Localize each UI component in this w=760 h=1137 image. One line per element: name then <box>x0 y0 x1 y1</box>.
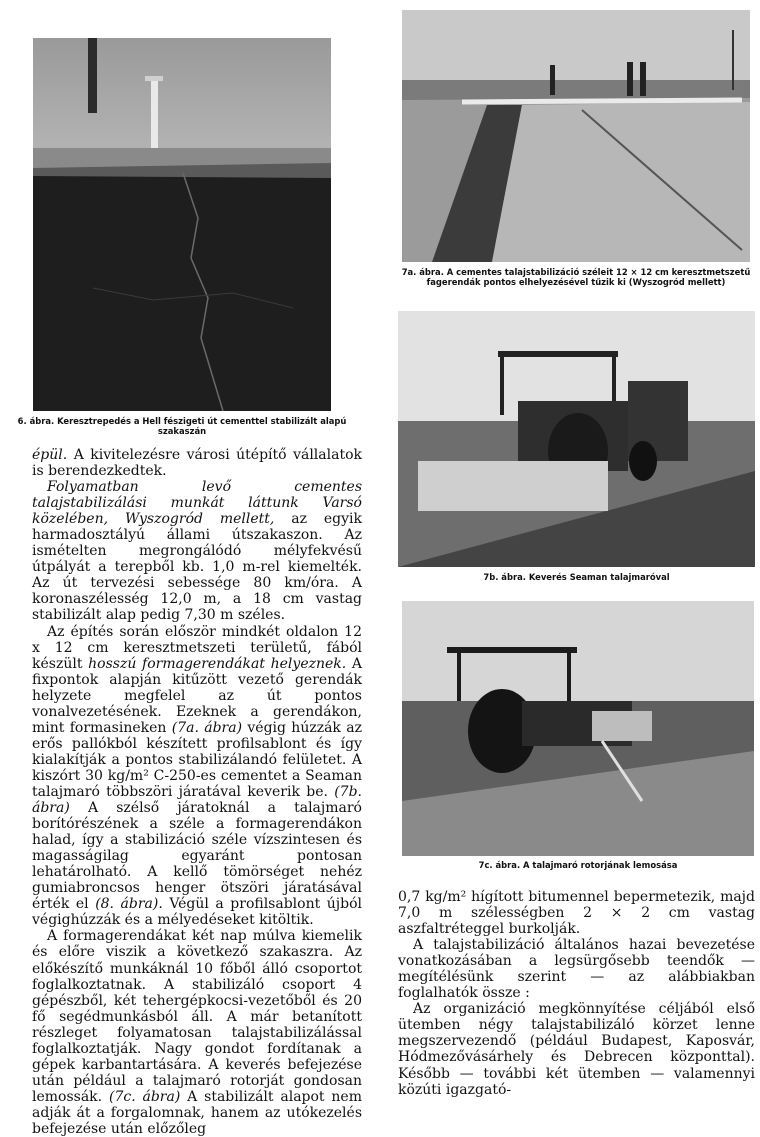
paragraph-3 <box>32 624 362 929</box>
figure-7b-caption: 7b. ábra. Keverés Seaman talajmaróval <box>483 572 670 582</box>
paragraph-2-text: az egyik harmadosztályú állami útszakaszon. Az ismételten megrongálódó mélyfekvésű útpályát a terepből kb. 1,0 m-rel kiemelték. Az út tervezési sebessége 80 km/óra. A koronaszélesség 12,0 m, a 18 cm vastag stabilizált alap pedig 7,30 m széles. <box>32 511 362 624</box>
paragraph-4-ref-7c: (7c. ábra) <box>108 1088 181 1105</box>
left-text-column <box>32 447 362 1137</box>
right-paragraph-1: 0,7 kg/m² hígított bitumennel bepermetezik, majd 7,0 m szélességben 2 × 2 cm vastag aszfaltréteggel burkolják. <box>398 889 755 938</box>
paragraph-4 <box>32 928 362 1137</box>
paragraph-3-text-g: A szélső járatoknál a talajmaró borítórészének a széle a formagerendákon halad, így a stabilizáció széle vízszintesen és magasságilag egyaránt pontosan lehatárolható. A kellő tömörséget nehéz gumiabroncsos henger ötszöri járatásával érték el <box>32 800 362 913</box>
paragraph-4-text-c: A stabilizált alapot nem adják át a forgalomnak, hanem az utókezelés befejezése után előzőleg <box>32 1088 362 1137</box>
figure-6-photo <box>33 38 331 411</box>
figure-6-caption: 6. ábra. Keresztrepedés a Hell fészigeti út cementtel stabilizált alapú szakaszán <box>17 416 347 436</box>
paragraph-1 <box>32 447 362 479</box>
paragraph-3-text-c: A fixpontok alapján kitűzött vezető gerendák helyzete megfelel az út pontos vonalvezetésének. Ezeknek a gerendákon, mint formasineken <box>32 655 363 736</box>
figure-7a-photo <box>402 10 750 262</box>
paragraph-1-text: A kivitelezésre városi útépítő vállalatok is berendezkedtek. <box>32 447 362 480</box>
figure-7a-caption: 7a. ábra. A cementes talajstabilizáció széleit 12 × 12 cm keresztmetszetű fagerendák pontos elhelyezésével tűzik ki (Wyszogród mellett) <box>401 267 751 287</box>
paragraph-3-italic-b: hosszú formagerendákat helyeznek. <box>88 655 347 672</box>
paragraph-3-ref-7a: (7a. ábra) <box>171 719 243 736</box>
figure-7b-photo <box>398 311 755 567</box>
paragraph-2 <box>32 479 362 623</box>
figure-7c-photo <box>402 601 754 856</box>
right-paragraph-2: A talajstabilizáció általános hazai bevezetése vonatkozásában a legsürgősebb teendők — megítélésünk szerint — az alábbiakban foglalhatók össze : <box>398 937 755 1002</box>
paragraph-3-text-a: Az építés során először mindkét oldalon 12 x 12 cm keresztmetszeti területű, fából készült <box>32 623 362 672</box>
paragraph-3-text-e: végig húzzák az erős pallókból készített profilsablont és így kialakítják a pontos stabilizálandó felületet. A kiszórt 30 kg/m² C-250-es cementet a Seaman talajmaró többszöri járatával keverik be. <box>32 719 362 800</box>
paragraph-3-ref-7b: (7b. ábra) <box>32 783 362 817</box>
paragraph-3-text-i: Végül a profilsablont újból végighúzzák és a mélyedéseket kitöltik. <box>32 896 362 929</box>
paragraph-1-italic: épül. <box>32 447 68 463</box>
paragraph-3-ref-8: (8. ábra). <box>95 896 163 913</box>
paragraph-4-text-a: A formagerendákat két nap múlva kiemelik és előre viszik a következő szakaszra. Az előkészítő munkáknál 10 főből álló csoportot foglalkoztatnak. A stabilizáló csoport 4 gépészből, két tehergépkocsi-vezetőből és 20 fő segédmunkásból áll. A már betanított részleget folyamatosan talajstabilizálással foglalkoztatják. Nagy gondot fordítanak a gépek karbantartására. A keverés befejezése után például a talajmaró rotorját gondosan lemossák. <box>32 928 362 1105</box>
right-text-column <box>398 889 755 1098</box>
figure-7c-caption: 7c. ábra. A talajmaró rotorjának lemosása <box>478 860 678 870</box>
paragraph-2-italic: Folyamatban levő cementes talajstabilizálási munkát láttunk Varsó közelében, Wyszogród mellett, <box>32 479 362 528</box>
right-paragraph-3: Az organizáció megkönnyítése céljából első ütemben négy talajstabilizáló körzet lenne megszervezendő (például Budapest, Kaposvár, Hódmezővásárhely és Debrecen központtal). Később — további két ütemben — valamennyi közúti igazgató- <box>398 1001 755 1098</box>
